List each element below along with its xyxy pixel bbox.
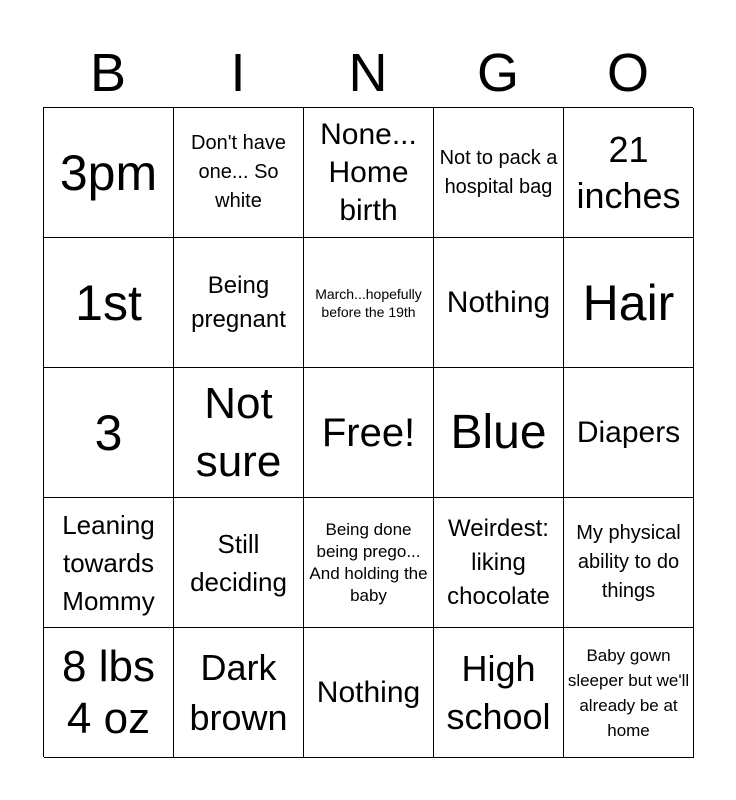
bingo-cell[interactable]: [174, 368, 304, 498]
cell-text: Nothing: [316, 675, 421, 709]
header-letter-b: B: [89, 43, 127, 103]
cell-text: Blue: [450, 405, 547, 459]
bingo-cell[interactable]: [44, 628, 174, 758]
bingo-cell[interactable]: [434, 108, 564, 238]
header-letter-n: N: [348, 43, 388, 103]
cell-text: High school: [446, 647, 551, 737]
bingo-cell[interactable]: [44, 238, 174, 368]
cell-text: Still deciding: [190, 528, 287, 597]
bingo-grid: [43, 107, 693, 757]
cell-text: Weirdest: liking chocolate: [447, 514, 550, 610]
cell-text: March...hopefully before the 19th: [315, 285, 422, 320]
bingo-cell[interactable]: [564, 108, 694, 238]
cell-text: 21 inches: [576, 128, 681, 216]
cell-text: Hair: [582, 274, 675, 331]
bingo-cell[interactable]: [434, 238, 564, 368]
cell-text: Leaning towards Mommy: [62, 509, 155, 616]
cell-text: Not sure: [195, 378, 282, 486]
bingo-cell[interactable]: [304, 108, 434, 238]
cell-text: 3: [94, 404, 123, 461]
bingo-cell[interactable]: [44, 108, 174, 238]
bingo-cell[interactable]: [564, 498, 694, 628]
cell-text: Nothing: [446, 285, 551, 319]
bingo-cell[interactable]: [434, 368, 564, 498]
bingo-cell[interactable]: [174, 238, 304, 368]
bingo-cell[interactable]: [564, 368, 694, 498]
bingo-cell[interactable]: [304, 368, 434, 498]
cell-text: Baby gown sleeper but we'll already be at home: [567, 645, 690, 740]
bingo-cell[interactable]: [434, 498, 564, 628]
bingo-cell[interactable]: [174, 498, 304, 628]
bingo-cell[interactable]: [564, 238, 694, 368]
bingo-cell[interactable]: [304, 238, 434, 368]
cell-text: Diapers: [576, 415, 681, 449]
cell-text: None... Home birth: [320, 117, 417, 227]
bingo-cell[interactable]: [434, 628, 564, 758]
bingo-cell[interactable]: [304, 628, 434, 758]
cell-text: 1st: [75, 274, 142, 331]
cell-text: Dark brown: [189, 646, 288, 738]
cell-text: 8 lbs 4 oz: [62, 641, 155, 743]
header-letter-i: I: [230, 43, 246, 103]
cell-text: Don't have one... So white: [191, 132, 286, 212]
cell-text: 3pm: [59, 144, 158, 201]
bingo-cell[interactable]: [44, 368, 174, 498]
header-letter-g: G: [476, 43, 519, 103]
bingo-cell[interactable]: [44, 498, 174, 628]
bingo-cell[interactable]: [174, 628, 304, 758]
header-letter-o: O: [606, 43, 649, 103]
bingo-cell[interactable]: [304, 498, 434, 628]
cell-text: Free!: [321, 410, 416, 455]
bingo-cell[interactable]: [564, 628, 694, 758]
cell-text: Being done being prego... And holding the baby: [309, 519, 428, 605]
cell-text: My physical ability to do things: [576, 522, 681, 602]
cell-text: Not to pack a hospital bag: [439, 146, 558, 198]
cell-text: Being pregnant: [191, 271, 286, 333]
bingo-header: [43, 38, 693, 108]
bingo-cell[interactable]: [174, 108, 304, 238]
